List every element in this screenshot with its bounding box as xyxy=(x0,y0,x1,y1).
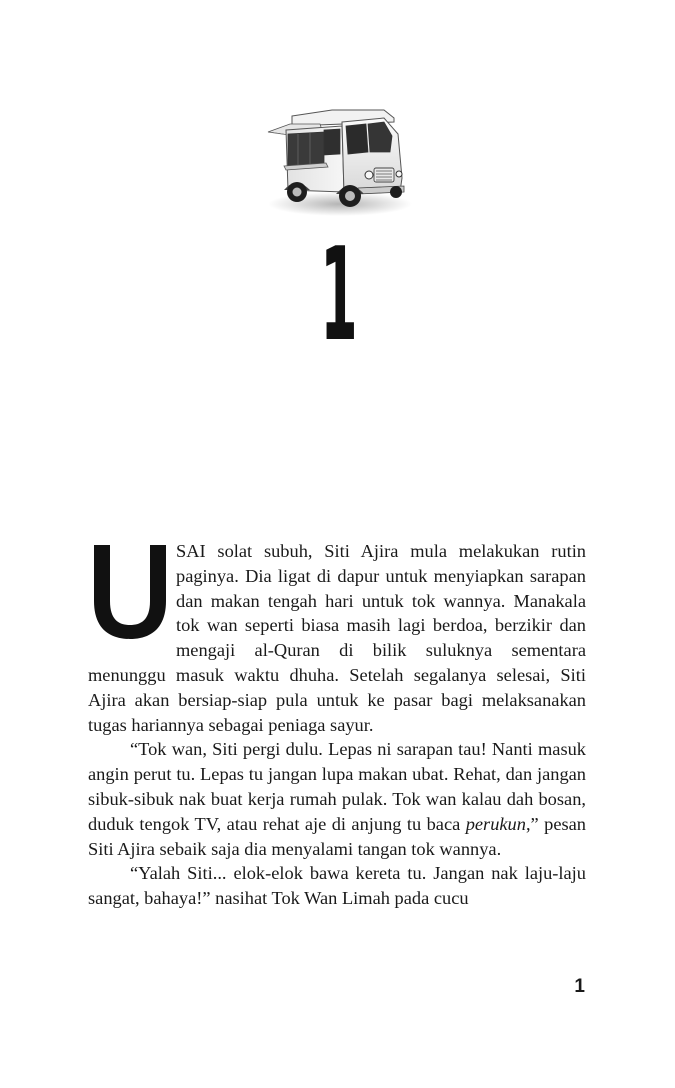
chapter-number: 1 xyxy=(320,221,358,370)
food-truck-illustration xyxy=(262,100,417,225)
paragraph-2 xyxy=(88,737,586,861)
paragraph-2-text: “Tok wan, Siti pergi dulu. Lepas ni sarapan tau! Nanti masuk angin perut tu. Lepas tu jangan lupa makan ubat. Rehat, dan jangan sibuk-sibuk nak buat kerja rumah pulak. Tok wan kalau dah bosan, duduk tengok TV, atau rehat aje di anjung tu baca xyxy=(88,739,586,834)
dropcap-letter xyxy=(88,541,172,641)
italic-word: perukun xyxy=(465,813,526,834)
paragraph-1: SAI solat subuh, Siti Ajira mula melakukan rutin paginya. Dia ligat di dapur untuk menyiapkan sarapan dan makan tengah hari untuk tok wannya. Manakala tok wan seperti biasa masih lagi berdoa, berzikir dan mengaji al-Quran di bilik suluknya sementara menunggu masuk waktu dhuha. Setelah segalanya selesai, Siti Ajira akan bersiap-siap pula untuk ke pasar bagi melaksanakan tugas hariannya sebagai peniaga sayur. xyxy=(88,541,586,735)
paragraph-3: “Yalah Siti... elok-elok bawa kereta tu. Jangan nak laju-laju sangat, bahaya!” nasihat Tok Wan Limah pada cucu xyxy=(88,863,586,909)
page-number: 1 xyxy=(574,976,585,997)
body-text xyxy=(88,539,586,911)
paragraph-2-text-end: ,” pesan Siti Ajira sebaik saja dia menyalami tangan tok wannya. xyxy=(88,813,586,859)
